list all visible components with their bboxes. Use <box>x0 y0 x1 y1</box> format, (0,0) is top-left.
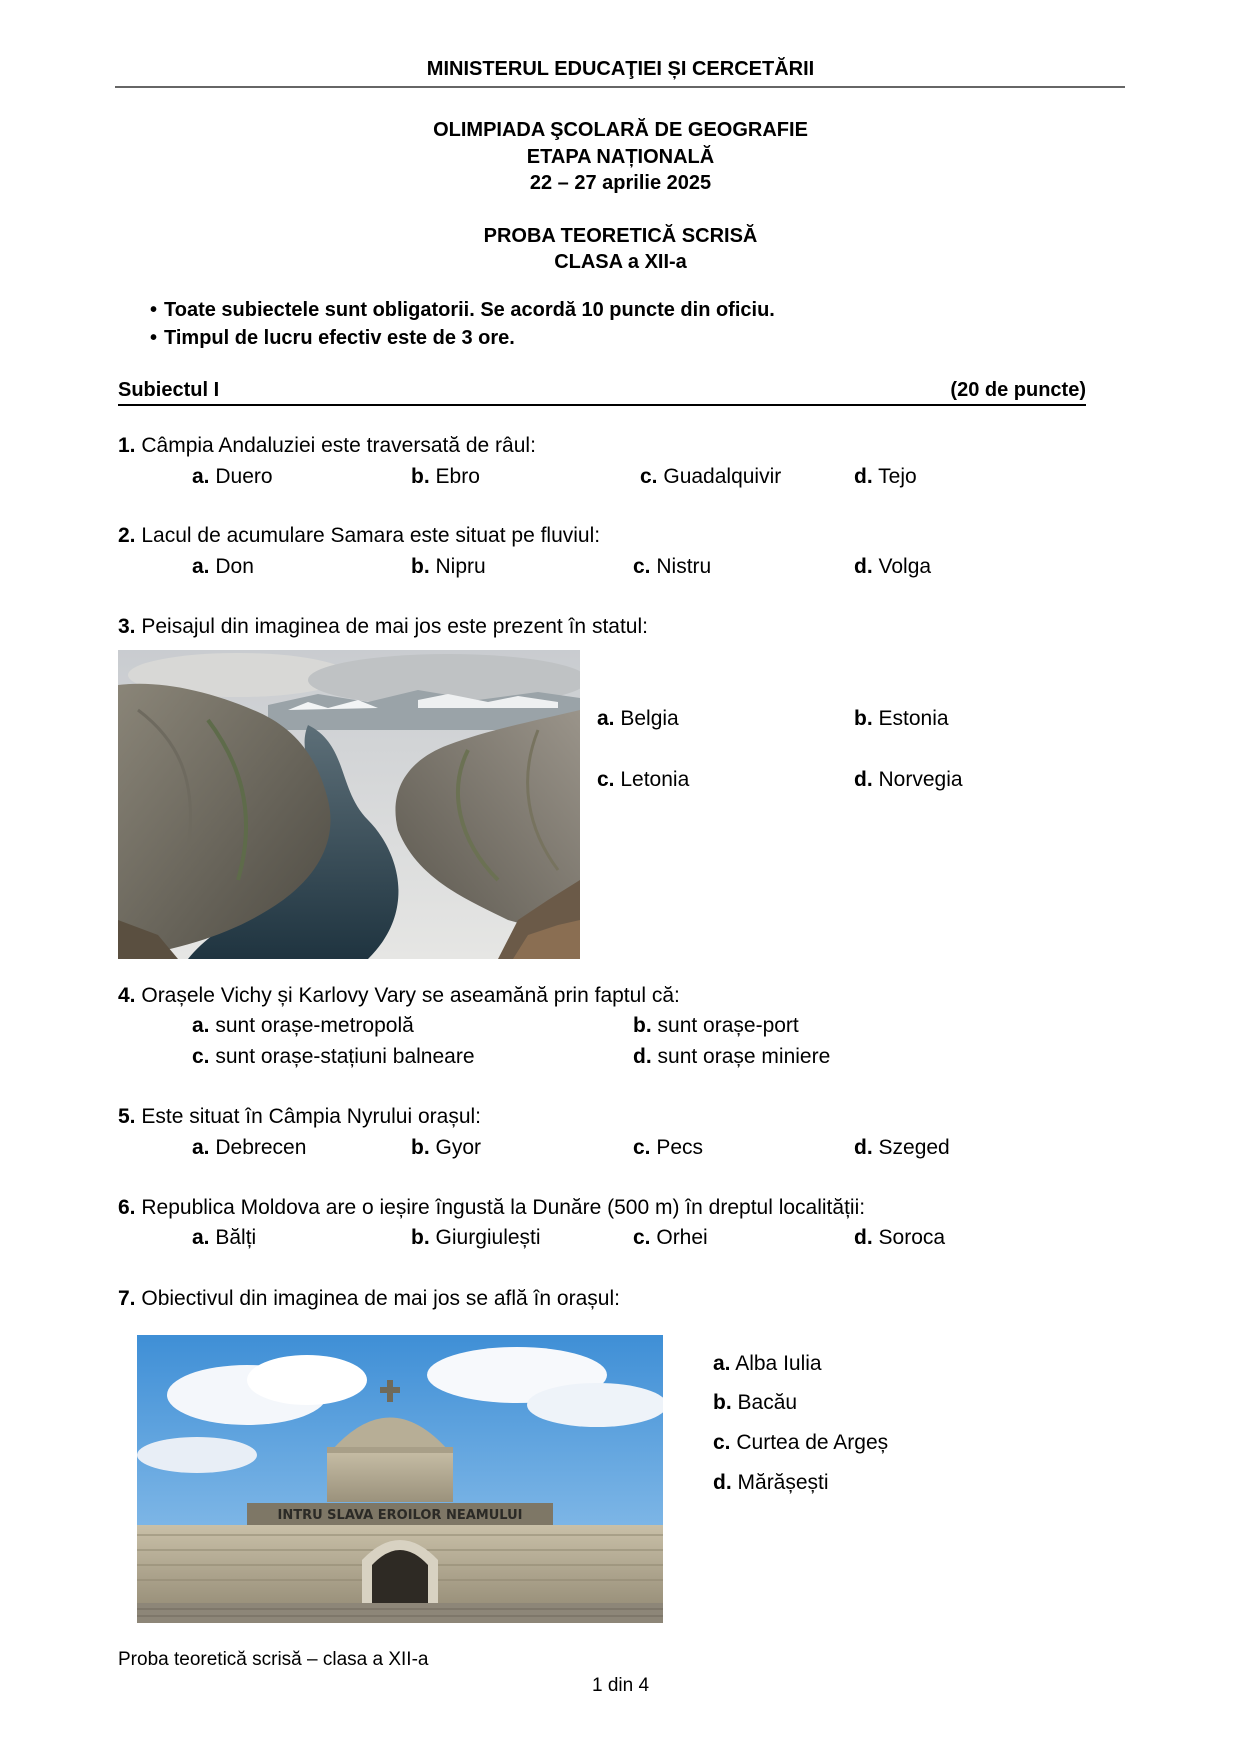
option-4a: a. sunt orașe-metropolă <box>192 1014 414 1037</box>
option-2a: a. Don <box>192 555 254 578</box>
option-2c: c. Nistru <box>633 555 712 578</box>
option-6b: b. Giurgiulești <box>411 1226 541 1249</box>
question-4: 4. Orașele Vichy și Karlovy Vary se aseamănă prin faptul că: <box>118 984 680 1007</box>
option-5d: d. Szeged <box>854 1136 950 1159</box>
option-5c: c. Pecs <box>633 1136 704 1159</box>
exam-dates: 22 – 27 aprilie 2025 <box>529 172 712 194</box>
fjord-photo <box>118 650 580 959</box>
option-2b: b. Nipru <box>411 555 486 578</box>
option-7b: b. Bacău <box>713 1391 798 1414</box>
option-1b: b. Ebro <box>411 465 480 488</box>
option-4b: b. sunt orașe-port <box>633 1014 799 1037</box>
subject-points: (20 de puncte) <box>950 379 1086 401</box>
question-1: 1. Câmpia Andaluziei este traversată de râul: <box>118 434 536 457</box>
option-6c: c. Orhei <box>633 1226 708 1249</box>
instructions <box>150 296 775 352</box>
subject-title: Subiectul I <box>118 379 220 401</box>
option-3a: a. Belgia <box>597 707 679 730</box>
option-6a: a. Bălți <box>192 1226 257 1249</box>
subject-heading <box>118 379 1086 406</box>
question-2: 2. Lacul de acumulare Samara este situat pe fluviul: <box>118 524 601 547</box>
option-3d: d. Norvegia <box>854 768 963 791</box>
question-5: 5. Este situat în Câmpia Nyrului orașul: <box>118 1105 481 1128</box>
mausoleum-inscription: INTRU SLAVA EROILOR NEAMULUI <box>277 1508 523 1523</box>
stage-title: ETAPA NAȚIONALĂ <box>526 146 715 168</box>
option-7c: c. Curtea de Argeș <box>713 1431 889 1454</box>
option-3c: c. Letonia <box>597 768 690 791</box>
option-4c: c. sunt orașe-stațiuni balneare <box>192 1045 475 1068</box>
option-7a: a. Alba Iulia <box>713 1352 822 1375</box>
option-3b: b. Estonia <box>854 707 949 730</box>
footer-exam-name: Proba teoretică scrisă – clasa a XII-a <box>118 1649 429 1670</box>
exam-type: PROBA TEORETICĂ SCRISĂ <box>483 225 758 247</box>
option-5a: a. Debrecen <box>192 1136 307 1159</box>
olympiad-title: OLIMPIADA ŞCOLARĂ DE GEOGRAFIE <box>433 119 808 141</box>
page-number: 1 din 4 <box>591 1675 650 1696</box>
option-2d: d. Volga <box>854 555 932 578</box>
option-5b: b. Gyor <box>411 1136 482 1159</box>
instruction-item: • Toate subiectele sunt obligatorii. Se acordă 10 puncte din oficiu. <box>150 299 775 321</box>
option-4d: d. sunt orașe miniere <box>633 1045 831 1068</box>
grade-title: CLASA a XII-a <box>554 251 687 273</box>
question-7: 7. Obiectivul din imaginea de mai jos se află în orașul: <box>118 1287 620 1310</box>
question-3: 3. Peisajul din imaginea de mai jos este prezent în statul: <box>118 615 648 638</box>
option-7d: d. Mărășești <box>713 1471 829 1494</box>
option-1d: d. Tejo <box>854 465 917 488</box>
option-6d: d. Soroca <box>854 1226 946 1249</box>
header-rule <box>115 86 1125 88</box>
mausoleum-photo <box>137 1335 663 1623</box>
ministry-title: MINISTERUL EDUCAŢIEI ȘI CERCETĂRII <box>426 58 815 80</box>
instruction-item: • Timpul de lucru efectiv este de 3 ore. <box>150 327 515 349</box>
option-1a: a. Duero <box>192 465 273 488</box>
option-1c: c. Guadalquivir <box>640 465 782 488</box>
question-6: 6. Republica Moldova are o ieșire îngustă la Dunăre (500 m) în dreptul localității: <box>118 1196 866 1219</box>
